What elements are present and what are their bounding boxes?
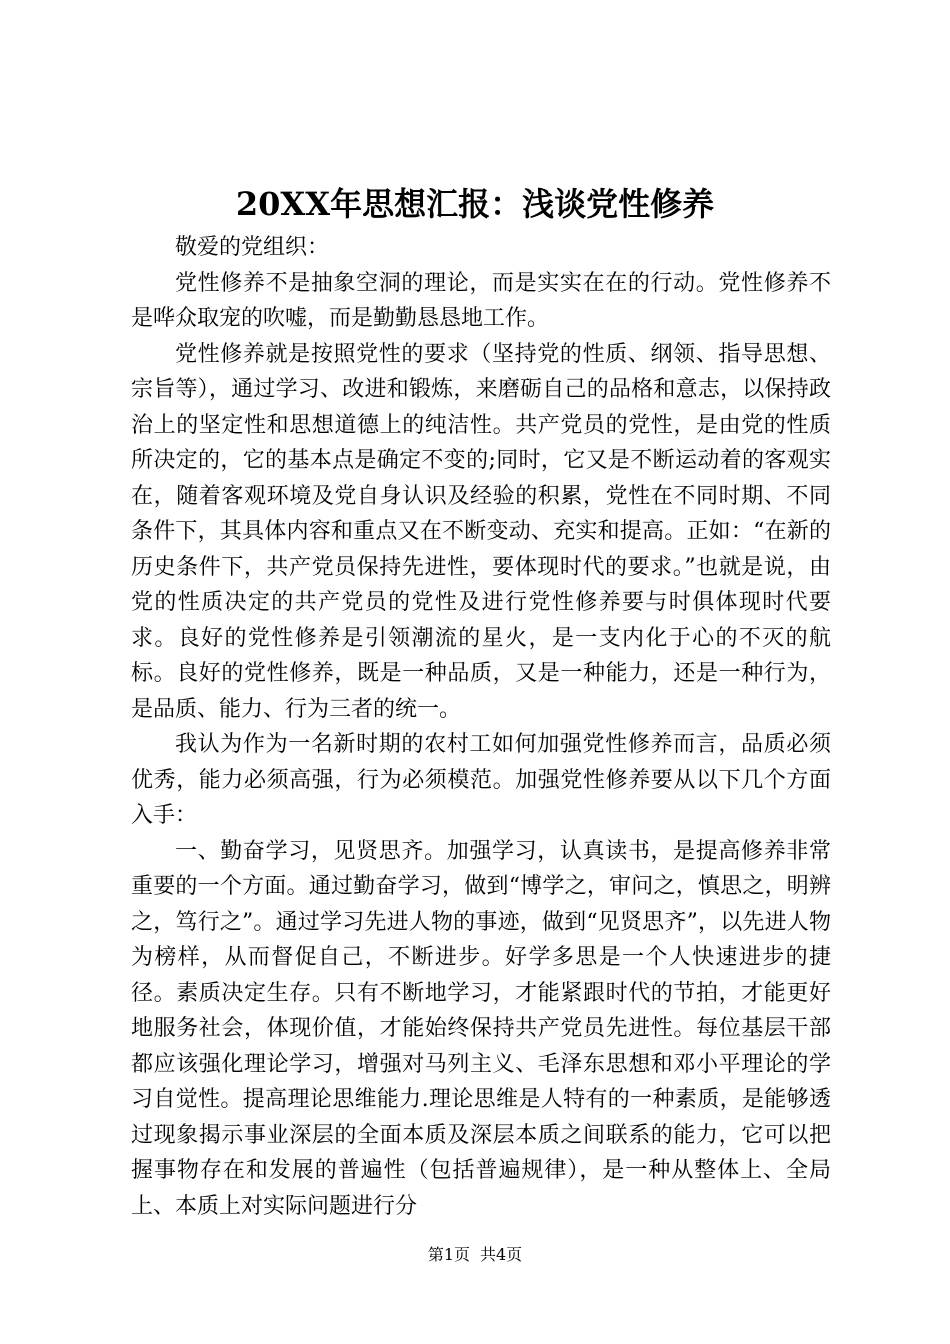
paragraph-2: 党性修养就是按照党性的要求（坚持党的性质、纲领、指导思想、宗旨等），通过学习、改进和锻炼，来磨砺自己的品格和意志，以保持政治上的坚定性和思想道德上的纯洁性。共产党员的党性，是由党的性质所决定的，它的基本点是确定不变的;同时，它又是不断运动着的客观实在，随着客观环境及党自身认识及经验的积累，党性在不同时期、不同条件下，其具体内容和重点又在不断变动、充实和提高。正如：“在新的历史条件下，共产党员保持先进性，要体现时代的要求。”也就是说，由党的性质决定的共产党员的党性及进行党性修养要与时俱体现时代要求。良好的党性修养是引领潮流的星火，是一支内化于心的不灭的航标。良好的党性修养，既是一种品质，又是一种能力，还是一种行为，是品质、能力、行为三者的统一。 (131, 341, 831, 722)
page-number-current: 第1页 (427, 1245, 470, 1264)
paragraph-1: 党性修养不是抽象空洞的理论，而是实实在在的行动。党性修养不是哗众取宠的吹嘘，而是勤勤恳恳地工作。 (131, 270, 831, 331)
paragraph-3: 我认为作为一名新时期的农村工如何加强党性修养而言，品质必须优秀，能力必须高强，行为必须模范。加强党性修养要从以下几个方面入手： (131, 732, 831, 828)
document-title: 20XX年思想汇报：浅谈党性修养 (235, 185, 715, 223)
page-number-total: 共4页 (480, 1245, 523, 1264)
page-footer (0, 1244, 950, 1266)
document-body (131, 230, 831, 1224)
salutation: 敬爱的党组织： (175, 235, 330, 260)
paragraph-4: 一、勤奋学习，见贤思齐。加强学习，认真读书，是提高修养非常重要的一个方面。通过勤奋学习，做到“博学之，审问之，慎思之，明辨之，笃行之”。通过学习先进人物的事迹，做到“见贤思齐”，以先进人物为榜样，从而督促自己，不断进步。好学多思是一个人快速进步的捷径。素质决定生存。只有不断地学习，才能紧跟时代的节拍，才能更好地服务社会，体现价值，才能始终保持共产党员先进性。每位基层干部都应该强化理论学习，增强对马列主义、毛泽东思想和邓小平理论的学习自觉性。提高理论思维能力.理论思维是人特有的一种素质，是能够透过现象揭示事业深层的全面本质及深层本质之间联系的能力，它可以把握事物存在和发展的普遍性（包括普遍规律），是一种从整体上、全局上、本质上对实际问题进行分 (131, 838, 831, 1219)
